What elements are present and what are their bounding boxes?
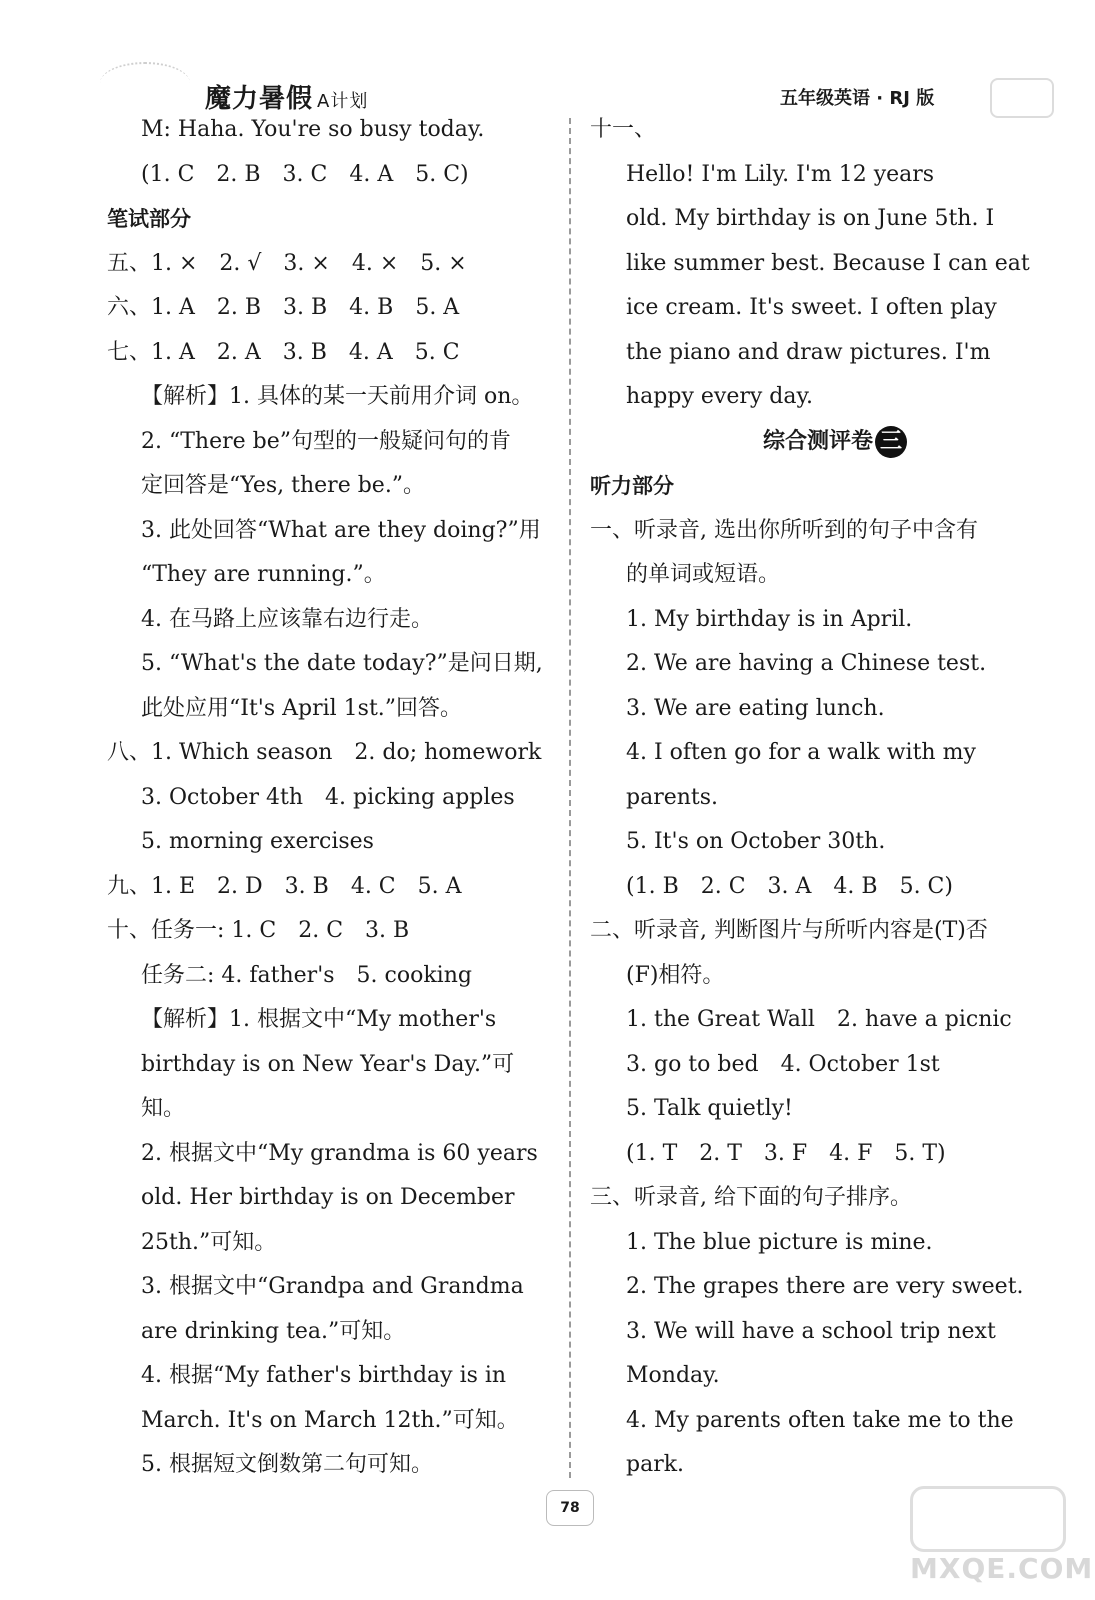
answer-line: 4. My parents often take me to the	[626, 1407, 1014, 1433]
answer-line: 4. I often go for a walk with my	[626, 740, 976, 765]
explanation-line: 【解析】1. 具体的某一天前用介词 on。	[141, 384, 534, 409]
explanation-line: March. It's on March 12th.”可知。	[141, 1407, 519, 1433]
section-heading: 听力部分	[590, 474, 674, 498]
section-title-text: 综合测评卷	[762, 428, 873, 454]
question-line: (F)相符。	[626, 962, 725, 988]
left-column	[107, 108, 555, 1488]
answer-line: (1. B 2. C 3. A 4. B 5. C)	[626, 873, 953, 899]
book-info: 五年级英语 · RJ 版	[780, 88, 935, 109]
answer-line: 任务二: 4. father's 5. cooking	[141, 962, 472, 988]
explanation-line: 3. 根据文中“Grandpa and Grandma	[141, 1274, 524, 1299]
explanation-line: old. Her birthday is on December	[141, 1185, 515, 1210]
explanation-line: 25th.”可知。	[141, 1229, 277, 1255]
passage-line: old. My birthday is on June 5th. I	[626, 206, 995, 231]
explanation-line: 此处应用“It's April 1st.”回答。	[141, 695, 463, 721]
explanation-line: birthday is on New Year's Day.”可	[141, 1051, 515, 1077]
answer-line: 3. We will have a school trip next	[626, 1318, 996, 1344]
page-header	[0, 0, 1095, 115]
explanation-line: “They are running.”。	[141, 562, 386, 587]
answer-line: 2. The grapes there are very sweet.	[626, 1274, 1024, 1299]
explanation-line: 2. 根据文中“My grandma is 60 years	[141, 1140, 538, 1166]
question-number: 十一、	[590, 117, 657, 142]
answer-line: 八、1. Which season 2. do; homework	[107, 740, 542, 765]
question-line: 的单词或短语。	[626, 562, 781, 587]
question-line: 三、听录音, 给下面的句子排序。	[590, 1185, 912, 1210]
section-number-badge: 三	[875, 426, 907, 458]
passage-line: Hello! I'm Lily. I'm 12 years	[626, 161, 935, 187]
answer-line: 1. The blue picture is mine.	[626, 1229, 933, 1255]
explanation-line: 5. “What's the date today?”是问日期,	[141, 651, 543, 676]
section-heading: 笔试部分	[107, 207, 191, 231]
answer-line: 五、1. × 2. √ 3. × 4. × 5. ×	[107, 250, 467, 276]
logo-sub-text: A计划	[317, 91, 369, 112]
decorative-swirl	[100, 62, 190, 104]
answer-line: 2. We are having a Chinese test.	[626, 651, 987, 676]
watermark-text: MXQE.COM	[910, 1552, 1094, 1585]
logo-main-text: 魔力暑假	[205, 84, 314, 114]
explanation-line: 3. 此处回答“What are they doing?”用	[141, 517, 541, 543]
answer-line: 3. go to bed 4. October 1st	[626, 1051, 940, 1077]
answer-line: parents.	[626, 784, 719, 810]
explanation-line: are drinking tea.”可知。	[141, 1318, 406, 1344]
explanation-line: 知。	[141, 1096, 186, 1121]
explanation-line: 4. 根据“My father's birthday is in	[141, 1363, 507, 1388]
watermark-seal-icon	[910, 1486, 1066, 1552]
explanation-line: 5. 根据短文倒数第二句可知。	[141, 1452, 433, 1477]
answer-line: 1. My birthday is in April.	[626, 606, 913, 632]
question-line: 一、听录音, 选出你所听到的句子中含有	[590, 517, 978, 543]
answer-line: 3. We are eating lunch.	[626, 695, 885, 721]
answer-line: 5. morning exercises	[141, 829, 374, 854]
answer-line: 十、任务一: 1. C 2. C 3. B	[107, 918, 410, 943]
answer-line: (1. T 2. T 3. F 4. F 5. T)	[626, 1140, 946, 1166]
section-title	[590, 420, 1040, 465]
passage-line: happy every day.	[626, 384, 813, 409]
answer-line: 1. the Great Wall 2. have a picnic	[626, 1007, 1012, 1032]
answer-line: Monday.	[626, 1363, 720, 1388]
answer-line: (1. C 2. B 3. C 4. A 5. C)	[141, 161, 469, 187]
answer-line: 七、1. A 2. A 3. B 4. A 5. C	[107, 339, 460, 365]
explanation-line: 【解析】1. 根据文中“My mother's	[141, 1007, 497, 1032]
passage-line: the piano and draw pictures. I'm	[626, 339, 991, 365]
question-line: 二、听录音, 判断图片与所听内容是(T)否	[590, 918, 988, 943]
explanation-line: 定回答是“Yes, there be.”。	[141, 473, 426, 498]
answer-line: 5. It's on October 30th.	[626, 829, 886, 854]
watermark	[900, 1486, 1094, 1591]
answer-line: 六、1. A 2. B 3. B 4. B 5. A	[107, 295, 460, 320]
passage-line: like summer best. Because I can eat	[626, 250, 1030, 276]
page-number: 78	[546, 1490, 594, 1526]
explanation-line: 2. “There be”句型的一般疑问句的肯	[141, 428, 511, 454]
answer-line: 5. Talk quietly!	[626, 1096, 793, 1121]
answer-line: M: Haha. You're so busy today.	[141, 117, 485, 142]
column-divider	[569, 118, 571, 1478]
right-column	[590, 108, 1040, 1488]
answer-line: 3. October 4th 4. picking apples	[141, 784, 515, 810]
answer-line: 九、1. E 2. D 3. B 4. C 5. A	[107, 873, 462, 899]
answer-line: park.	[626, 1452, 685, 1477]
explanation-line: 4. 在马路上应该靠右边行走。	[141, 606, 433, 632]
passage-line: ice cream. It's sweet. I often play	[626, 295, 997, 320]
